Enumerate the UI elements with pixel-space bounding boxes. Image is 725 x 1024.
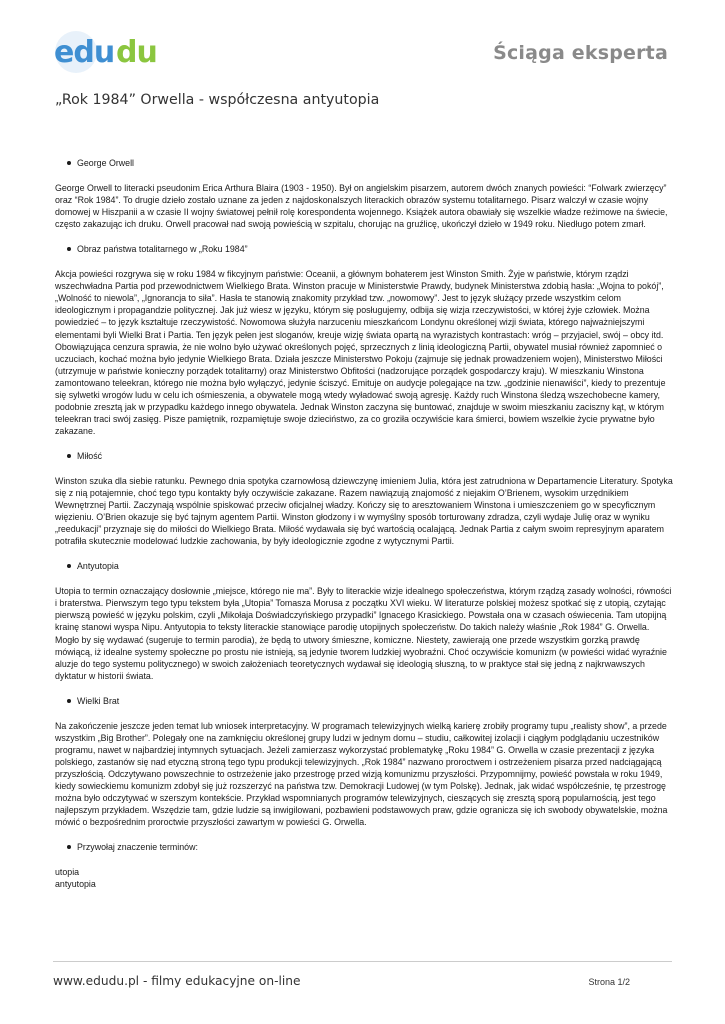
bullet-icon bbox=[67, 699, 71, 703]
section-heading: Przywołaj znaczenie terminów: bbox=[67, 841, 675, 853]
footer-divider bbox=[53, 961, 672, 962]
section-paragraph: Utopia to termin oznaczający dosłownie „miejsce, którego nie ma”. Były to literackie wizje idealnego społeczeństwa, którym rządzą zasady wolności, równości i braterstwa. Pierwszym tego typu tekstem była „Utopia” Tomasza Morusa z początku XVI wieku. W literaturze polskiej możesz spotkać się z utopią, czytając pierwszą powieść w języku polskim, czyli „Mikołaja Doświadczyńskiego przypadki” Ignacego Krasickiego. Powstała ona w czasach oświecenia. Tam utopijną krainę stanowi wyspa Nipu. Antyutopia to teksty literackie stanowiące parodię utopijnych społeczeństw. Do takich należy właśnie „Rok 1984” G. Orwella. Mogło by się wydawać (sugeruje to termin parodia), że będą to utwory śmieszne, komiczne. Niestety, zawierają one przede wszystkim gorzką prawdę mówiącą, iż idealne systemy społeczne po prostu nie istnieją, są jedynie tworem ludzkiej wyobraźni. Choć oczywiście komunizm (w powieści widać wyraźnie aluzje do tego systemu politycznego) w swoich założeniach teoretycznych wydawał się ideologią słuszną, to w praktyce stał się jedną z najkrwawszych dyktatur w historii świata. bbox=[55, 586, 672, 681]
section-heading: Wielki Brat bbox=[67, 695, 675, 707]
bullet-icon bbox=[67, 454, 71, 458]
page-number: Strona 1/2 bbox=[588, 977, 630, 987]
term-item: utopia bbox=[55, 867, 80, 878]
term-item: antyutopia bbox=[55, 879, 96, 890]
section-heading: Antyutopia bbox=[67, 560, 675, 572]
tagline: Ściąga eksperta bbox=[493, 42, 668, 64]
footer-url: www.edudu.pl - filmy edukacyjne on-line bbox=[53, 974, 301, 988]
svg-text:edu: edu bbox=[54, 35, 115, 70]
bullet-icon bbox=[67, 564, 71, 568]
section-heading: Obraz państwa totalitarnego w „Roku 1984” bbox=[67, 243, 675, 255]
section-paragraph: Akcja powieści rozgrywa się w roku 1984 w fikcyjnym państwie: Oceanii, a głównym bohaterem jest Winston Smith. Żyje w państwie, którym rządzi wszechwładna Partia pod przewodnictwem Wielkiego Brata. Winston pracuje w Ministerstwie Prawdy, budynek Ministerstwa zdobią hasła: „Wojna to pokój”, „Wolność to niewola”, „Ignorancja to siła”. Hasła te stanowią znakomity przykład tzw. „nowomowy”. Jest to język służący przede wszystkim celom ideologicznym i propagandzie politycznej. Jak już wiesz w języku, którym się posługujemy, odbija się wizja rzeczywistości, w której żyje człowiek. Można powiedzieć – to język kształtuje rzeczywistość. Nowomowa służyła narzuceniu mieszkańcom Londynu określonej wizji świata, którego najważniejszymi elementami byli Wielki Brat i Partia. Ten język pełen jest sloganów, kreuje wizję świata opartą na wyrazistych kontrastach: wróg – przyjaciel, swój – obcy itd. Obowiązująca cenzura sprawia, że nie wolno było używać określonych pojęć, sprzecznych z linią ideologiczną Partii, obywatel musiał również zapomnieć o uczuciach, kochać można było jedynie Wielkiego Brata. Działa jeszcze Ministerstwo Pokoju (zajmuje się jednak prowadzeniem wojen), Ministerstwo Miłości (utrzymuje w państwie konieczny porządek totalitarny) oraz Ministerstwo Obfitości (nadzorujące porządek gospodarczy kraju). W mieszkaniu Winstona zamontowano teleekran, którego nie można było wyłączyć, jedynie ściszyć. Emituje on audycje polegające na tzw. „godzinie nienawiści”, kiedy to prezentuje się sylwetki wrogów ludu w celu ich ośmieszenia, a obywatele mogą wtedy wyładować swoją agresję. Każdy ruch Winstona śledzą wszechobecne kamery, podobnie zresztą jak w przypadku każdego innego obywatela. Jednak Winston zaczyna się buntować, znajduje w swoim mieszkaniu zaciszny kąt, w którym teleekran traci swój zasięg. Pisze pamiętnik, rozpamiętuje swoje dzieciństwo, za co groziła oczywiście kara śmierci, bowiem wszelkie życie prywatne było zakazane. bbox=[55, 269, 666, 436]
section-paragraph: Na zakończenie jeszcze jeden temat lub wniosek interpretacyjny. W programach telewizyjnych wielką karierę zrobiły programy tupu „realisty show”, a przede wszystkim „Big Brother”. Polegały one na zamknięciu określonej grupy ludzi w jednym domu – studiu, całkowitej izolacji i ciągłym podglądaniu uczestników programu, nawet w najbardziej intymnych sytuacjach. Jeżeli zamierzasz wykorzystać problematykę „Roku 1984” G. Orwella w czasie prezentacji z języka polskiego, zastanów się nad etyczną stroną tego typu produkcji telewizyjnych. „Rok 1984” nazwano proroctwem i ostrzeżeniem pisarza przed nadciągającą przyszłością. Odczytywano powszechnie to ostrzeżenie jako przestrogę przed wizją komunizmu przyszłości. Przypomnijmy, powieść powstała w roku 1949, kiedy sowieckiemu komunizm zdobył się już rozszerzyć na państwa tzw. Demokracji Ludowej (w tym Polskę). Jednak, jak widać współcześnie, tę przestrogę można było odczytywać w szerszym kontekście. Przykład wspomnianych programów telewizyjnych, cieszących się zresztą sporą popularnością, jest tego najlepszym przykładem. Wszędzie tam, gdzie ludzie są inwigilowani, pozbawieni podstawowych praw, gdzie ogranicza się ich swobody obywatelskie, można mówić o bezpośrednim proroctwie przyszłości zawartym w powieści G. Orwella. bbox=[55, 720, 668, 828]
section-heading: George Orwell bbox=[67, 157, 675, 169]
section-heading: Miłość bbox=[67, 450, 675, 462]
page-title: „Rok 1984” Orwella - współczesna antyutopia bbox=[55, 92, 380, 108]
section-paragraph: George Orwell to literacki pseudonim Erica Arthura Blaira (1903 - 1950). Był on angielskim pisarzem, autorem dwóch znanych powieści: “Folwark zwierzęcy” oraz “Rok 1984”. To drugie dzieło zostało uznane za jeden z najdoskonalszych literackich obrazów systemu totalitarnego. Pisarz walczył w czasie wojny domowej w Hiszpanii a w czasie II wojny światowej pełnił rolę korespondenta wojennego. Książek autora obawiały się wszelkie władze reżimowe na świecie, często zakazując ich druku. Orwell pracował nad swoją powieścią w szpitalu, chorując na gruźlicę, ukończył dzieło w 1949 roku. Niedługo potem zmarł. bbox=[55, 183, 668, 230]
terms-list bbox=[55, 866, 675, 890]
bullet-icon bbox=[67, 845, 71, 849]
svg-text:du: du bbox=[116, 35, 157, 70]
edudu-logo bbox=[52, 28, 182, 76]
bullet-icon bbox=[67, 247, 71, 251]
bullet-icon bbox=[67, 161, 71, 165]
section-paragraph: Winston szuka dla siebie ratunku. Pewnego dnia spotyka czarnowłosą dziewczynę imieniem Julia, która jest zatrudniona w Departamencie Literatury. Spotyka się z nią potajemnie, choć tego typu kontakty były oczywiście zakazane. Razem nawiązują znajomość z niejakim O’Brienem, wysokim urzędnikiem Wewnętrznej Partii. Zaczynają wspólnie spiskować przeciw oficjalnej władzy. Kończy się to aresztowaniem Winstona i umieszczeniem go w specyficznym więzieniu. O’Brien okazuje się być tajnym agentem Partii. Winston głodzony i w wymyślny sposób torturowany zdradza, czyli wydaje Julię oraz w wyniku „reedukacji” przyznaje się do miłości do Wielkiego Brata. Miłość wydawała się być wartością ocalającą. Jednak Partia z całym swoim represyjnym aparatem potrafiła skutecznie modelować ludzkie zachowania, by były ideologicznie zgodne z wytycznymi Partii. bbox=[55, 475, 673, 547]
article-body bbox=[55, 157, 675, 890]
